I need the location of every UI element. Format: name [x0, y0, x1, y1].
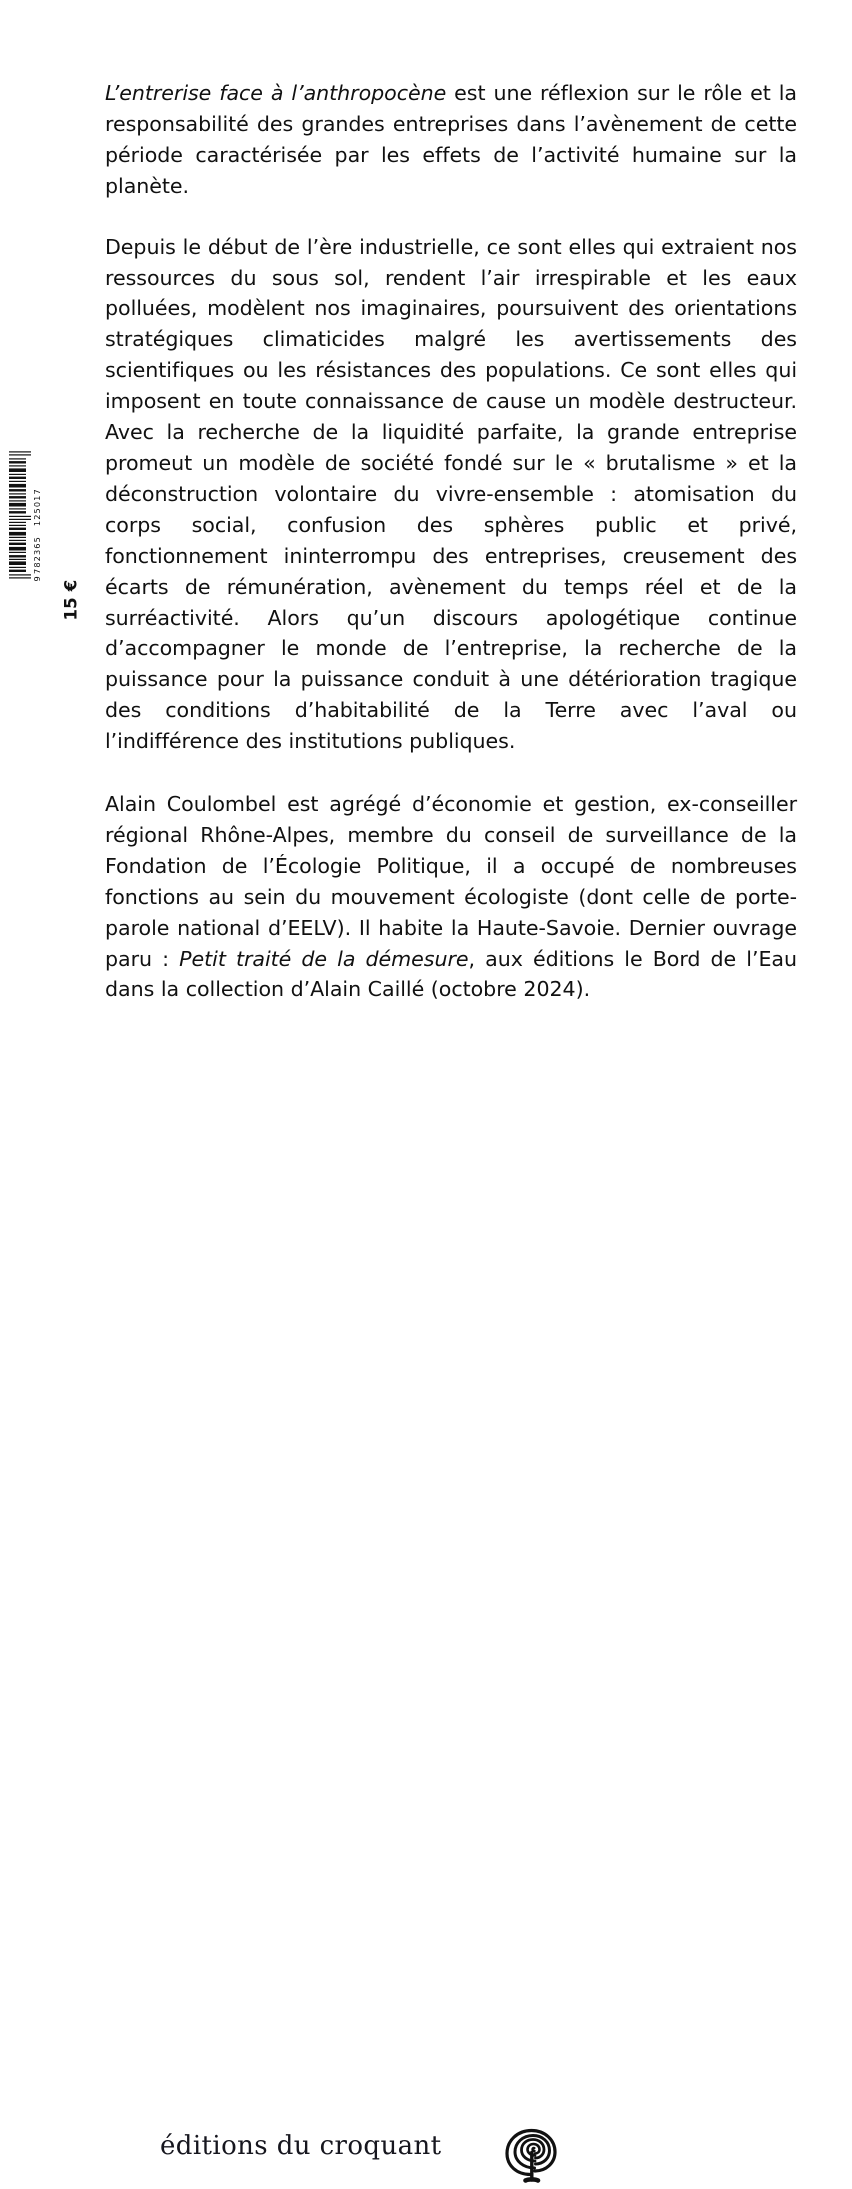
barcode-group-left: 782365	[31, 535, 42, 574]
price-text: 15 €	[61, 579, 81, 621]
barcode-bars-icon	[9, 448, 31, 581]
blurb-paragraph-body	[105, 232, 797, 757]
author-bio-text-b: , aux éditions le Bord de l’Eau dans la collection d’Alain Caillé (octobre 2024).	[105, 946, 797, 1002]
book-title-italic: L’entrerise face à l’anthropocène	[105, 81, 447, 105]
blurb-text-block	[105, 78, 797, 1005]
barcode-rotated-group	[9, 448, 43, 581]
author-bio-text-a: Alain Coulombel est agrégé d’économie et gestion, ex-conseiller régional Rhône-Alpes, membre du conseil de surveillance de la Fondation de l’Écologie Politique, il a occupé de nombreuses fonctions au sein du mouvement écologiste (dont celle de porte-parole national d’EELV). Il habite la Haute-Savoie. Dernier ouvrage paru :	[105, 792, 797, 971]
spine-strip	[0, 0, 100, 1204]
barcode-digits	[32, 448, 42, 581]
price-tag	[58, 572, 84, 628]
blurb-paragraph-intro	[105, 78, 797, 202]
barcode	[9, 448, 43, 581]
blurb-paragraph-intro-rest: est une réflexion sur le rôle et la responsabilité des grandes entreprises dans l’avènement de cette période caractérisée par les effets de l’activité humaine sur la planète.	[105, 81, 797, 198]
author-bio-paragraph	[105, 789, 797, 1005]
publisher-wordmark: éditions du croquant	[160, 2131, 442, 2161]
barcode-group-right: 125017	[31, 487, 42, 526]
previous-work-title-italic: Petit traité de la démesure	[179, 946, 469, 971]
footer	[0, 1054, 852, 2161]
barcode-lead-digit: 9	[31, 575, 42, 581]
blurb-paragraph-body-text: Depuis le début de l’ère industrielle, ce sont elles qui extraient nos ressources du sous sol, rendent l’air irrespirable et les eaux polluées, modèlent nos imaginaires, poursuivent des orientations stratégiques climaticides malgré les avertissements des scientifiques ou les résistances des populations. Ce sont elles qui imposent en toute connaissance de cause un modèle destructeur. Avec la recherche de la liquidité parfaite, la grande entreprise promeut un modèle de société fondé sur le « brutalisme » et la déconstruction volontaire du vivre-ensemble : atomisation du corps social, confusion des sphères public et privé, fonctionnement ininterrompu des entreprises, creusement des écarts de rémunération, avènement du temps réel et de la surréactivité. Alors qu’un discours apologétique continue d’accompagner le monde de l’entreprise, la recherche de la puissance pour la puissance conduit à une détérioration tragique des conditions d’habitabilité de la Terre avec l’aval ou l’indifférence des institutions publiques.	[105, 234, 797, 754]
spiral-tree-logo-icon	[503, 2127, 559, 2189]
